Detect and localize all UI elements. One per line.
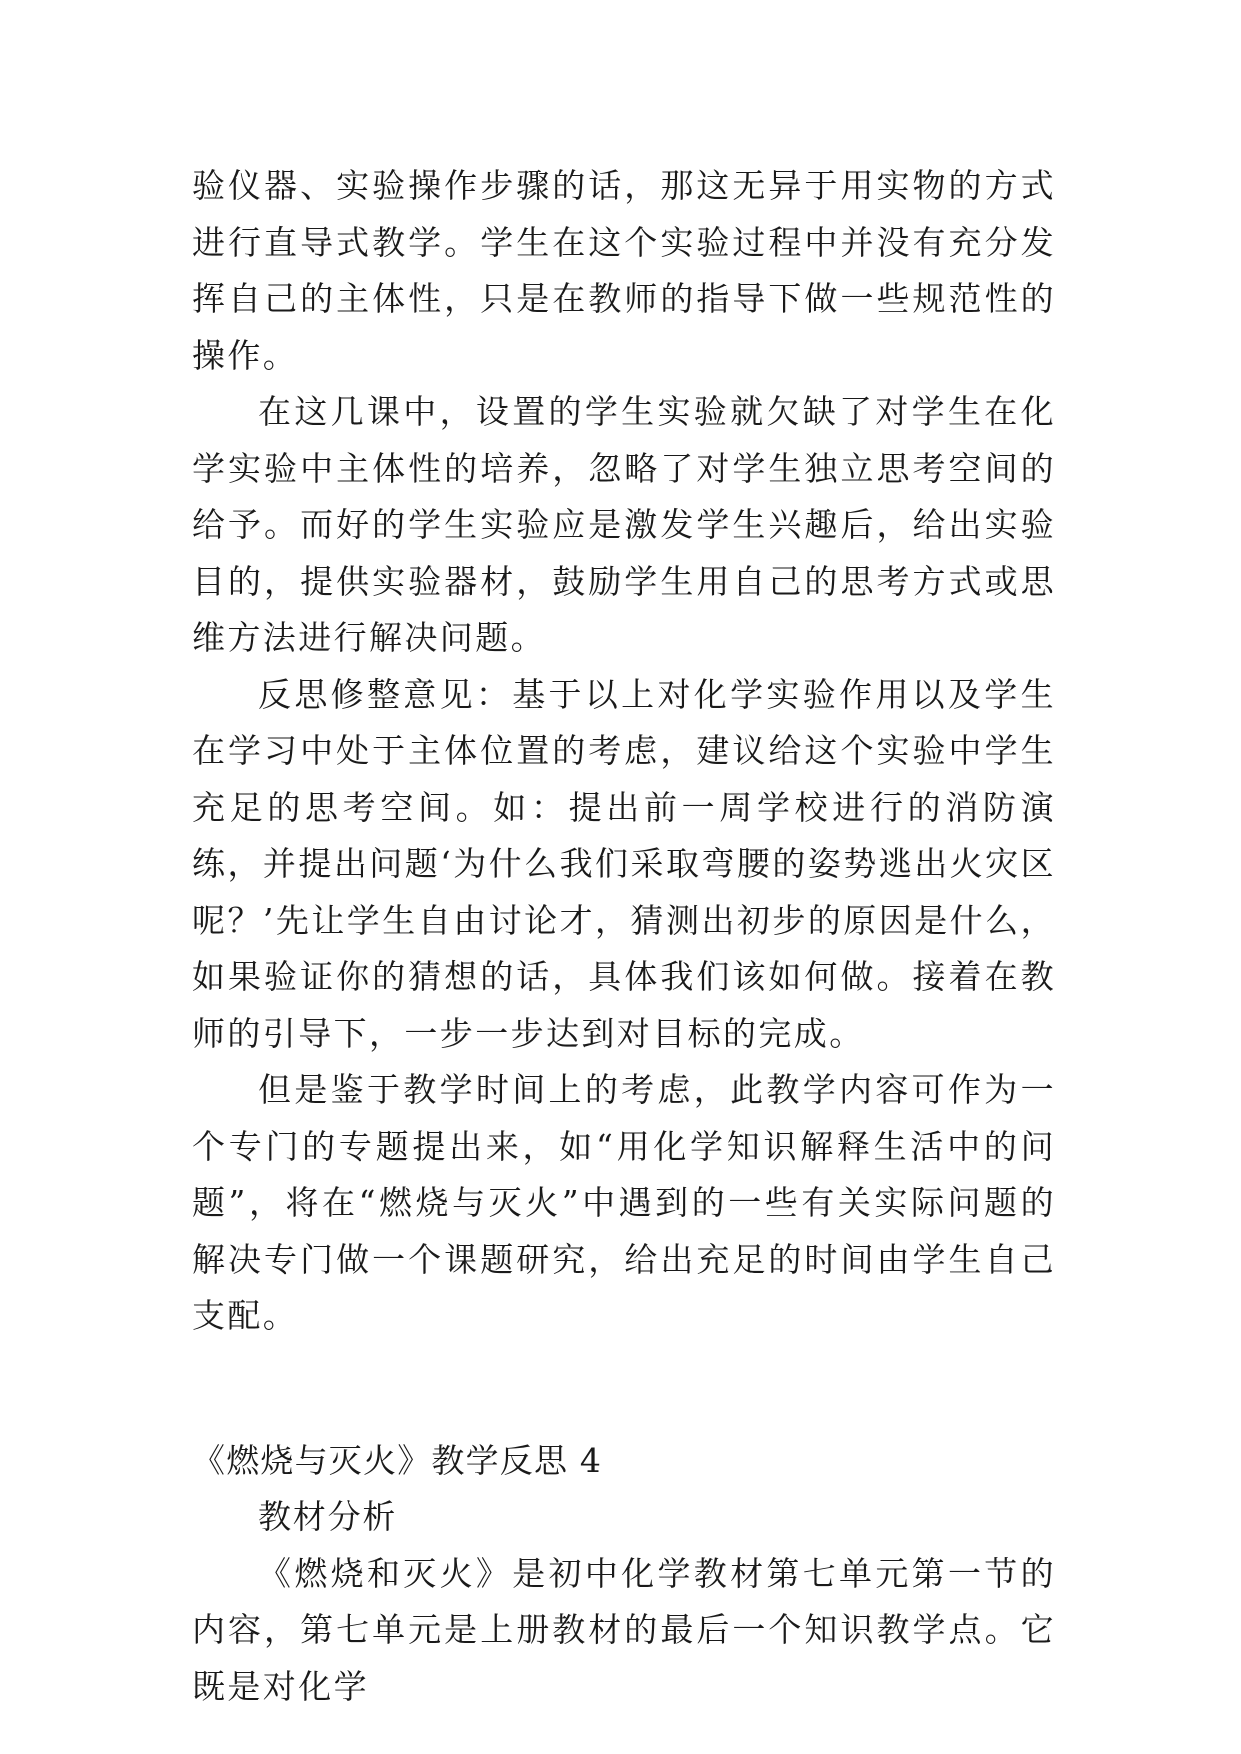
- paragraph: 但是鉴于教学时间上的考虑，此教学内容可作为一个专门的专题提出来，如“用化学知识解释生活中的问题”，将在“燃烧与灭火”中遇到的一些有关实际问题的解决专门做一个课题研究，给出充足的时间由学生自己支配。: [192, 1070, 1056, 1335]
- section-gap: [192, 1345, 1056, 1433]
- paragraph: 《燃烧和灭火》是初中化学教材第七单元第一节的内容，第七单元是上册教材的最后一个知识教学点。它既是对化学: [192, 1553, 1056, 1706]
- paragraph-continued: 验仪器、实验操作步骤的话，那这无异于用实物的方式进行直导式教学。学生在这个实验过程中并没有充分发挥自己的主体性，只是在教师的指导下做一些规范性的操作。: [192, 166, 1056, 375]
- paragraph: 反思修整意见：基于以上对化学实验作用以及学生在学习中处于主体位置的考虑，建议给这个实验中学生充足的思考空间。如：提出前一周学校进行的消防演练，并提出问题‘为什么我们采取弯腰的姿势逃出火灾区呢？’先让学生自由讨论才，猜测出初步的原因是什么，如果验证你的猜想的话，具体我们该如何做。接着在教师的引导下，一步一步达到对目标的完成。: [192, 674, 1056, 1053]
- document-body: [192, 158, 1056, 1715]
- section-title: 《燃烧与灭火》教学反思 4: [192, 1440, 603, 1480]
- section-subheading: 教材分析: [258, 1497, 398, 1536]
- paragraph: 在这几课中，设置的学生实验就欠缺了对学生在化学实验中主体性的培养，忽略了对学生独立思考空间的给予。而好的学生实验应是激发学生兴趣后，给出实验目的，提供实验器材，鼓励学生用自己的思考方式或思维方法进行解决问题。: [192, 392, 1056, 657]
